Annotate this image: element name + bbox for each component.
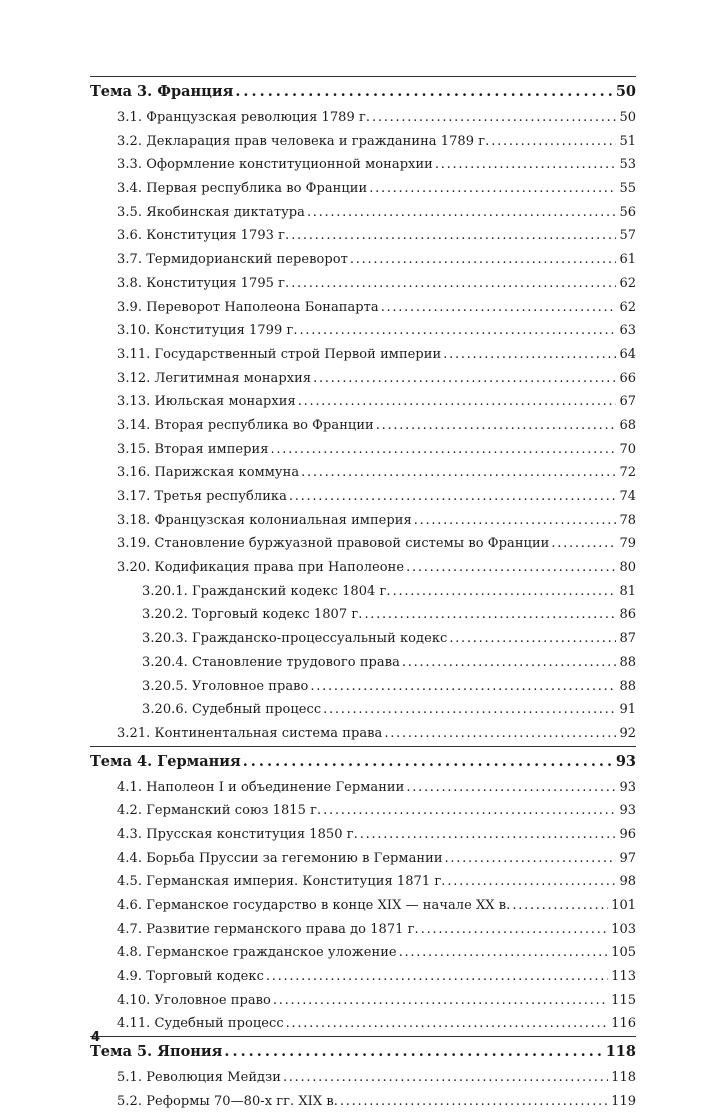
toc-entry-page: 113 [611, 969, 636, 985]
toc-leader-dots [266, 965, 608, 989]
toc-leader-dots [381, 296, 617, 320]
toc-entry-page: 64 [619, 346, 636, 362]
toc-entry-page: 61 [619, 252, 636, 268]
toc-entry [90, 296, 636, 320]
toc-entry-title: 3.11. Государственный строй Первой империи [117, 346, 442, 362]
toc-entry-title: 3.10. Конституция 1799 г. [117, 323, 298, 339]
toc-entry-page: 50 [619, 110, 636, 125]
toc-entry [90, 651, 636, 675]
toc-leader-dots [340, 1090, 608, 1114]
toc-entry-page: 55 [619, 181, 636, 197]
toc-entry-title: 3.3. Оформление конституционной монархии [117, 157, 433, 173]
toc-entry [90, 989, 636, 1013]
toc-section [90, 746, 636, 1037]
toc-entry [90, 248, 636, 272]
toc-entry-title: 3.9. Переворот Наполеона Бонапарта [117, 299, 379, 315]
toc-leader-dots [301, 461, 616, 485]
toc-entry-title: 3.13. Июльская монархия [117, 394, 296, 410]
toc-section-heading [90, 77, 636, 106]
toc-leader-dots [313, 367, 616, 391]
toc-entry-page: 70 [619, 441, 636, 457]
toc-section-page: 118 [605, 1043, 636, 1061]
toc-entry-page: 103 [611, 921, 636, 937]
toc-entry-page: 91 [619, 702, 636, 718]
toc-leader-dots [372, 106, 616, 130]
toc-section-title: Тема 4. Германия [90, 752, 241, 770]
toc-entry-title: 3.12. Легитимная монархия [117, 370, 312, 386]
toc-entry [90, 367, 636, 391]
toc-entry-title: 4.5. Германская империя. Конституция 1871 г. [117, 874, 446, 890]
toc-entry [90, 941, 636, 965]
toc-entry [90, 698, 636, 722]
toc-leader-dots [307, 201, 617, 225]
toc-leader-dots [283, 1066, 608, 1090]
toc-section-title: Тема 3. Франция [90, 83, 234, 100]
toc-section [90, 1036, 636, 1113]
toc-entry-title: 4.2. Германский союз 1815 г. [117, 803, 322, 819]
toc-leader-dots [310, 675, 616, 699]
toc-leader-dots [364, 603, 616, 627]
toc-leader-dots [435, 153, 617, 177]
toc-entry-title: 4.1. Наполеон I и объединение Германии [117, 779, 405, 795]
toc-entry-page: 93 [619, 803, 636, 819]
toc-entry-title: 4.4. Борьба Пруссии за гегемонию в Германии [117, 850, 443, 866]
toc-entry-title: 3.20.3. Гражданско-процессуальный кодекс [142, 631, 448, 647]
toc-entry-page: 86 [619, 607, 636, 623]
toc-entry [90, 918, 636, 942]
toc-section-page: 93 [615, 752, 636, 770]
toc-entry-title: 3.2. Декларация прав человека и гражданина 1789 г. [117, 133, 490, 149]
toc-entry [90, 201, 636, 225]
toc-entry-page: 105 [611, 945, 636, 961]
toc-entry [90, 870, 636, 894]
toc-leader-dots [512, 894, 608, 918]
toc-entry-title: 4.6. Германское государство в конце XIX — начале XX в. [117, 898, 511, 913]
toc-entry [90, 894, 636, 918]
toc-entry [90, 1066, 636, 1090]
toc-entry-page: 88 [619, 678, 636, 694]
toc-entry-page: 119 [611, 1093, 636, 1109]
toc-entry-title: 3.16. Парижская коммуна [117, 465, 300, 481]
toc-entry-page: 53 [619, 157, 636, 173]
toc-leader-dots [291, 224, 616, 248]
toc-entry [90, 847, 636, 871]
toc-leader-dots [406, 776, 616, 800]
toc-entry-page: 74 [619, 489, 636, 504]
toc-leader-dots [235, 77, 612, 107]
toc-leader-dots [291, 272, 616, 296]
toc-entry-title: 3.4. Первая республика во Франции [117, 181, 368, 197]
toc-entry [90, 532, 636, 556]
toc-entry-page: 51 [619, 133, 636, 149]
toc-entry-page: 101 [611, 898, 636, 913]
toc-entry-page: 118 [611, 1070, 636, 1086]
toc-leader-dots [447, 870, 616, 894]
toc-entry [90, 224, 636, 248]
toc-entry-page: 93 [619, 779, 636, 795]
toc-leader-dots [298, 390, 617, 414]
toc-entry-title: 3.20.1. Гражданский кодекс 1804 г. [142, 583, 391, 599]
toc-entry-title: 3.20.6. Судебный процесс [142, 702, 322, 718]
toc-entry [90, 390, 636, 414]
toc-leader-dots [406, 556, 616, 580]
toc-entry [90, 130, 636, 154]
table-of-contents [90, 76, 636, 1114]
toc-entry [90, 485, 636, 509]
toc-leader-dots [289, 485, 617, 509]
toc-entry-page: 62 [619, 275, 636, 291]
toc-section-title: Тема 5. Япония [90, 1043, 223, 1061]
toc-entry-title: 3.8. Конституция 1795 г. [117, 275, 290, 291]
toc-entry [90, 461, 636, 485]
toc-entry [90, 438, 636, 462]
toc-entry-page: 57 [619, 228, 636, 244]
toc-leader-dots [369, 177, 616, 201]
toc-entry-title: 3.20.2. Торговый кодекс 1807 г. [142, 607, 363, 623]
toc-leader-dots [224, 1037, 602, 1067]
toc-entry-page: 67 [619, 394, 636, 410]
toc-entry-page: 87 [619, 631, 636, 647]
toc-leader-dots [399, 941, 608, 965]
toc-entry-page: 98 [619, 874, 636, 890]
toc-entry-page: 116 [611, 1016, 636, 1032]
toc-leader-dots [443, 343, 616, 367]
toc-entry-title: 3.17. Третья республика [117, 489, 287, 504]
toc-leader-dots [491, 130, 616, 154]
toc-leader-dots [243, 747, 613, 777]
toc-leader-dots [421, 918, 608, 942]
toc-entry-page: 80 [619, 560, 636, 576]
toc-leader-dots [393, 580, 617, 604]
toc-section-heading [90, 747, 636, 776]
toc-entry-title: 3.20.5. Уголовное право [142, 678, 309, 694]
toc-entry-title: 3.5. Якобинская диктатура [117, 204, 305, 220]
toc-entry [90, 1090, 636, 1114]
toc-entry-title: 3.15. Вторая империя [117, 441, 269, 457]
toc-entry-title: 3.1. Французская революция 1789 г. [117, 110, 371, 125]
toc-entry-title: 5.1. Революция Мейдзи [117, 1070, 281, 1086]
toc-leader-dots [414, 509, 617, 533]
toc-leader-dots [360, 823, 617, 847]
toc-entry-title: 4.9. Торговый кодекс [117, 969, 264, 985]
toc-entry [90, 823, 636, 847]
toc-leader-dots [449, 627, 616, 651]
toc-entry-title: 3.20. Кодификация права при Наполеоне [117, 560, 405, 576]
toc-entry-title: 4.10. Уголовное право [117, 992, 271, 1008]
toc-entry [90, 556, 636, 580]
toc-entry [90, 675, 636, 699]
toc-entry-title: 4.3. Прусская конституция 1850 г. [117, 826, 358, 842]
toc-entry [90, 603, 636, 627]
toc-entry [90, 799, 636, 823]
toc-section [90, 76, 636, 746]
toc-entry-page: 97 [619, 850, 636, 866]
toc-entry-page: 68 [619, 417, 636, 433]
toc-entry [90, 177, 636, 201]
toc-entry [90, 319, 636, 343]
toc-entry-page: 62 [619, 299, 636, 315]
toc-leader-dots [323, 799, 616, 823]
toc-entry-page: 63 [619, 323, 636, 339]
toc-entry [90, 1012, 636, 1036]
toc-entry-title: 3.20.4. Становление трудового права [142, 654, 400, 670]
toc-entry [90, 106, 636, 130]
toc-entry-title: 3.18. Французская колониальная империя [117, 512, 412, 528]
toc-entry-page: 66 [619, 370, 636, 386]
toc-leader-dots [445, 847, 617, 871]
toc-entry-title: 3.6. Конституция 1793 г. [117, 228, 290, 244]
toc-leader-dots [376, 414, 617, 438]
toc-entry-page: 72 [619, 465, 636, 481]
toc-entry-page: 56 [619, 204, 636, 220]
toc-entry-page: 88 [619, 654, 636, 670]
toc-entry-title: 3.7. Термидорианский переворот [117, 252, 348, 268]
toc-entry-title: 3.19. Становление буржуазной правовой системы во Франции [117, 536, 550, 552]
toc-section-heading [90, 1037, 636, 1066]
toc-leader-dots [384, 722, 616, 746]
toc-entry [90, 776, 636, 800]
toc-entry-page: 78 [619, 512, 636, 528]
toc-entry-page: 115 [611, 992, 636, 1008]
toc-entry-page: 81 [619, 583, 636, 599]
page-number: 4 [91, 1030, 101, 1045]
toc-entry-title: 5.2. Реформы 70—80-х гг. XIX в. [117, 1093, 338, 1109]
toc-leader-dots [551, 532, 616, 556]
toc-entry-title: 3.14. Вторая республика во Франции [117, 417, 374, 433]
toc-entry [90, 343, 636, 367]
toc-entry-title: 3.21. Континентальная система права [117, 725, 383, 741]
toc-entry [90, 414, 636, 438]
toc-leader-dots [271, 438, 617, 462]
toc-entry-page: 79 [619, 536, 636, 552]
toc-leader-dots [273, 989, 608, 1013]
toc-entry [90, 627, 636, 651]
toc-entry-title: 4.8. Германское гражданское уложение [117, 945, 397, 961]
toc-entry [90, 509, 636, 533]
toc-leader-dots [286, 1012, 609, 1036]
toc-leader-dots [402, 651, 617, 675]
toc-leader-dots [323, 698, 616, 722]
toc-section-page: 50 [615, 83, 636, 100]
toc-entry-page: 96 [619, 826, 636, 842]
toc-entry [90, 722, 636, 746]
toc-entry-title: 4.7. Развитие германского права до 1871 г. [117, 921, 419, 937]
toc-leader-dots [300, 319, 617, 343]
toc-entry-page: 92 [619, 725, 636, 741]
toc-leader-dots [350, 248, 617, 272]
toc-entry [90, 272, 636, 296]
toc-entry [90, 580, 636, 604]
toc-entry-title: 4.11. Судебный процесс [117, 1016, 284, 1032]
toc-entry [90, 965, 636, 989]
toc-entry [90, 153, 636, 177]
